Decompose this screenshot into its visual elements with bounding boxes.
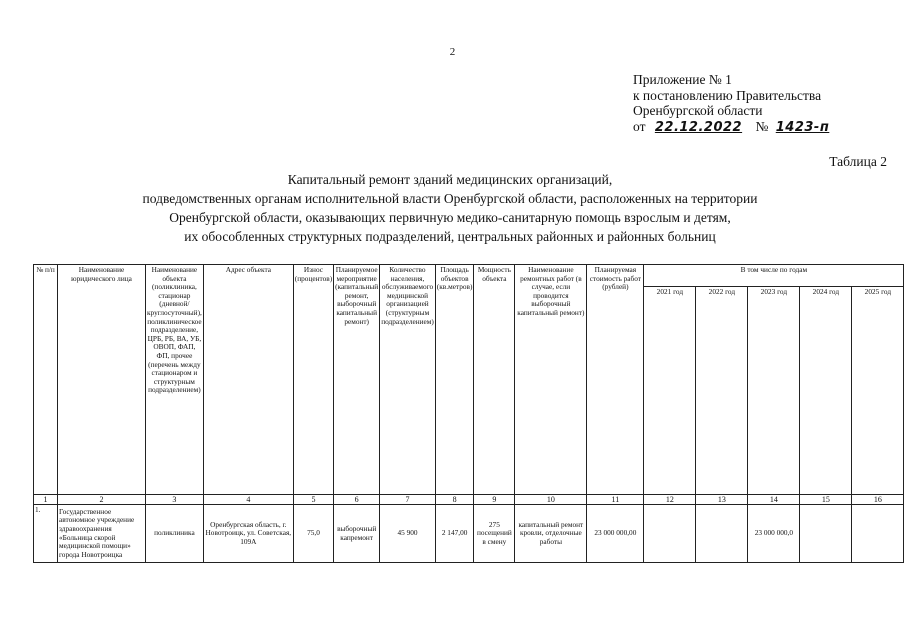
- header-cell: Планируемая стоимость работ (рублей): [587, 265, 644, 495]
- works-cell: капитальный ремонт кровли, отделочные работы: [515, 505, 587, 563]
- year-2023-cell: 23 000 000,0: [748, 505, 800, 563]
- year-header: 2022 год: [696, 287, 748, 495]
- header-cell: Мощность объекта: [474, 265, 515, 495]
- year-header: 2021 год: [644, 287, 696, 495]
- year-2022-cell: [696, 505, 748, 563]
- activity-cell: выборочный капремонт: [334, 505, 380, 563]
- column-number: 10: [515, 495, 587, 505]
- number-prefix: №: [755, 118, 769, 134]
- address-cell: Оренбургская область, г. Новотроицк, ул. Советская, 109А: [203, 505, 293, 563]
- column-number: 12: [644, 495, 696, 505]
- wear-cell: 75,0: [293, 505, 333, 563]
- column-number: 13: [696, 495, 748, 505]
- header-cell: Наименование юридического лица: [58, 265, 146, 495]
- object-cell: поликлиника: [146, 505, 204, 563]
- column-number: 9: [474, 495, 515, 505]
- table-row: [34, 505, 904, 563]
- column-number: 6: [334, 495, 380, 505]
- year-header: 2025 год: [852, 287, 904, 495]
- title-line-3: Оренбургской области, оказывающих первичную медико-санитарную помощь взрослым и детям,: [169, 210, 731, 225]
- column-number: 2: [58, 495, 146, 505]
- table-label: Таблица 2: [829, 154, 887, 169]
- date-prefix: от: [633, 118, 646, 134]
- header-cell: Площадь объектов (кв.метров): [435, 265, 474, 495]
- handwritten-number: 1423-п: [775, 119, 830, 135]
- population-cell: 45 900: [380, 505, 436, 563]
- repair-table: [33, 264, 904, 563]
- column-number: 11: [587, 495, 644, 505]
- handwritten-date: 22.12.2022: [654, 119, 743, 135]
- year-header: 2024 год: [800, 287, 852, 495]
- legal-entity-cell: Государственное автономное учреждение здравоохранения «Больница скорой медицинской помощи» города Новотроицка: [58, 505, 146, 563]
- column-number: 14: [748, 495, 800, 505]
- column-number: 5: [293, 495, 333, 505]
- column-number: 15: [800, 495, 852, 505]
- header-cell: Адрес объекта: [203, 265, 293, 495]
- column-number: 7: [380, 495, 436, 505]
- column-number: 3: [146, 495, 204, 505]
- row-number: 1.: [34, 505, 58, 563]
- header-cell: Наименование ремонтных работ (в случае, если проводится выборочный капитальный ремонт): [515, 265, 587, 495]
- column-number: 8: [435, 495, 474, 505]
- column-number: 1: [34, 495, 58, 505]
- year-2025-cell: [852, 505, 904, 563]
- appendix-date-line: [633, 119, 893, 136]
- column-number-row: [34, 495, 904, 505]
- area-cell: 2 147,00: [435, 505, 474, 563]
- year-header: 2023 год: [748, 287, 800, 495]
- year-2021-cell: [644, 505, 696, 563]
- title-line-1: Капитальный ремонт зданий медицинских организаций,: [287, 172, 613, 187]
- title-line-4: их обособленных структурных подразделений, центральных районных и районных больниц: [184, 229, 716, 244]
- appendix-line-1: Приложение № 1: [633, 72, 732, 87]
- header-cell: Количество населения, обслуживаемого медицинской организацией (структурным подразделением): [380, 265, 436, 495]
- header-cell: Планируемое мероприятие (капитальный ремонт, выборочный капитальный ремонт): [334, 265, 380, 495]
- capacity-cell: 275 посещений в смену: [474, 505, 515, 563]
- column-number: 16: [852, 495, 904, 505]
- title-line-2: подведомственных органам исполнительной власти Оренбургской области, расположенных на территории: [142, 191, 758, 206]
- header-cell: № п/п: [34, 265, 58, 495]
- year-2024-cell: [800, 505, 852, 563]
- document-title: [40, 170, 860, 246]
- appendix-block: [633, 72, 893, 135]
- appendix-line-3: Оренбургской области: [633, 103, 763, 118]
- column-number: 4: [203, 495, 293, 505]
- appendix-line-2: к постановлению Правительства: [633, 87, 822, 103]
- header-row: [34, 265, 904, 287]
- header-cell: Износ (процентов): [293, 265, 333, 495]
- page-number: 2: [449, 46, 456, 58]
- header-cell: Наименование объекта (поликлиника, стационар (дневной/круглосуточный), поликлиническое подразделение, ЦРБ, РБ, ВА, УБ, ОВОП, ФАП, ФП, прочее (перечень между стационаром и структурным подразделением): [146, 265, 204, 495]
- header-cell-years: В том числе по годам: [644, 265, 904, 287]
- cost-cell: 23 000 000,00: [587, 505, 644, 563]
